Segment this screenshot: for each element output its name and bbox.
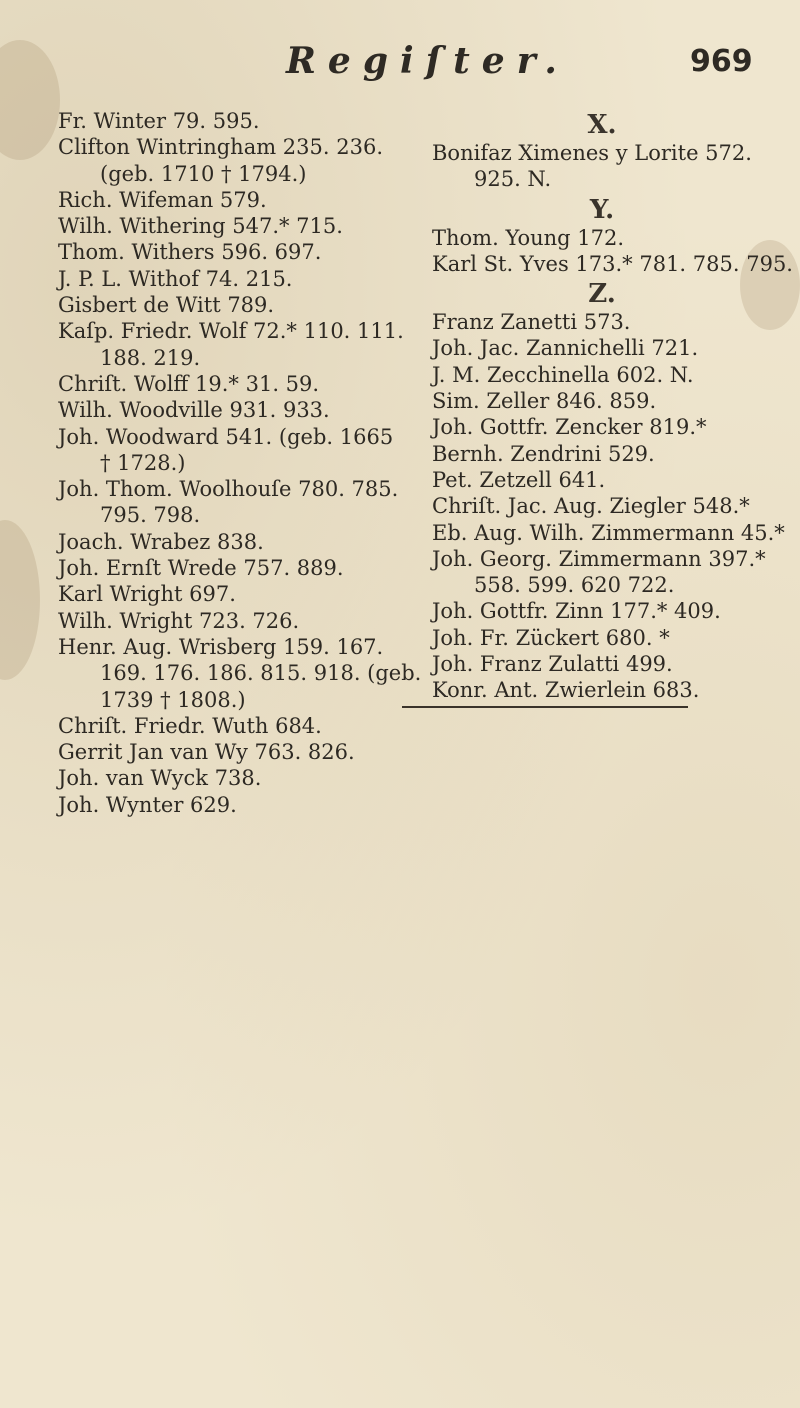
register-entry: Konr. Ant. Zwierlein 683. xyxy=(432,678,700,703)
left-column xyxy=(58,108,420,818)
running-title: Regiſter. xyxy=(286,40,569,82)
register-entry: Sim. Zeller 846. 859. xyxy=(432,389,657,414)
register-entry: Joh. van Wyck 738. xyxy=(58,766,262,791)
paper-stain xyxy=(0,520,40,680)
register-entry: Joh. Georg. Zimmermann 397.* xyxy=(432,546,766,571)
end-rule xyxy=(402,706,688,708)
section-letter: X. xyxy=(587,110,617,140)
register-entry: Rich. Wifeman 579. xyxy=(58,187,267,212)
register-entry: Franz Zanetti 573. xyxy=(432,310,631,335)
register-entry: Chriſt. Friedr. Wuth 684. xyxy=(58,713,322,738)
register-entry: Bernh. Zendrini 529. xyxy=(432,441,655,466)
register-entry: Bonifaz Ximenes y Lorite 572. xyxy=(432,141,752,165)
register-entry: Wilh. Withering 547.* 715. xyxy=(58,214,343,239)
register-entry: Gerrit Jan van Wy 763. 826. xyxy=(58,740,355,765)
register-entry: Joh. Wynter 629. xyxy=(58,792,237,817)
register-entry: Joh. Franz Zulatti 499. xyxy=(432,652,673,677)
section-letter: Y. xyxy=(589,194,615,225)
register-entry: Kaſp. Friedr. Wolf 72.* 110. 111. xyxy=(58,319,404,344)
register-entry: Wilh. Woodville 931. 933. xyxy=(58,398,330,423)
register-entry: Karl Wright 697. xyxy=(58,582,236,607)
page-number: 969 xyxy=(690,44,753,79)
register-entry: † 1728.) xyxy=(100,450,186,475)
register-entry: Pet. Zetzell 641. xyxy=(432,467,606,492)
register-entry: Thom. Young 172. xyxy=(432,225,625,250)
register-entry: Karl St. Yves 173.* 781. 785. 795. xyxy=(432,251,793,276)
register-entry: Joh. Gottfr. Zinn 177.* 409. xyxy=(432,599,721,624)
register-entry: 169. 176. 186. 815. 918. (geb. xyxy=(100,661,422,686)
register-entry: Joh. Fr. Zückert 680. * xyxy=(432,625,670,650)
register-entry: J. P. L. Withof 74. 215. xyxy=(58,266,293,291)
register-entry: 1739 † 1808.) xyxy=(100,687,246,712)
register-entry: Fr. Winter 79. 595. xyxy=(58,109,260,133)
register-entry: Gisbert de Witt 789. xyxy=(58,293,275,318)
register-entry: Eb. Aug. Wilh. Zimmermann 45.* xyxy=(432,520,785,545)
section-letter: Z. xyxy=(588,279,616,310)
paper-stain xyxy=(0,40,60,160)
register-entry: Joh. Ernſt Wrede 757. 889. xyxy=(58,556,344,581)
register-entry: 558. 599. 620 722. xyxy=(474,573,675,598)
register-entry: Wilh. Wright 723. 726. xyxy=(58,608,300,633)
register-entry: Joach. Wrabez 838. xyxy=(58,529,264,554)
register-entry: Joh. Jac. Zannichelli 721. xyxy=(432,336,699,361)
register-entry: 795. 798. xyxy=(100,503,201,528)
register-entry: Thom. Withers 596. 697. xyxy=(58,240,322,265)
register-entry: 925. N. xyxy=(474,167,552,192)
register-entry: 188. 219. xyxy=(100,345,201,370)
right-column xyxy=(432,108,793,704)
register-entry: J. M. Zecchinella 602. N. xyxy=(432,362,694,387)
register-entry: Joh. Gottfr. Zencker 819.* xyxy=(432,415,707,440)
register-entry: Chriſt. Wolff 19.* 31. 59. xyxy=(58,371,320,396)
register-entry: Joh. Woodward 541. (geb. 1665 xyxy=(58,424,394,449)
register-entry: Clifton Wintringham 235. 236. xyxy=(58,135,383,160)
register-entry: Henr. Aug. Wrisberg 159. 167. xyxy=(58,634,384,659)
register-entry: Joh. Thom. Woolhouſe 780. 785. xyxy=(58,477,399,502)
register-entry: Chriſt. Jac. Aug. Ziegler 548.* xyxy=(432,494,750,519)
register-entry: (geb. 1710 † 1794.) xyxy=(100,161,307,186)
